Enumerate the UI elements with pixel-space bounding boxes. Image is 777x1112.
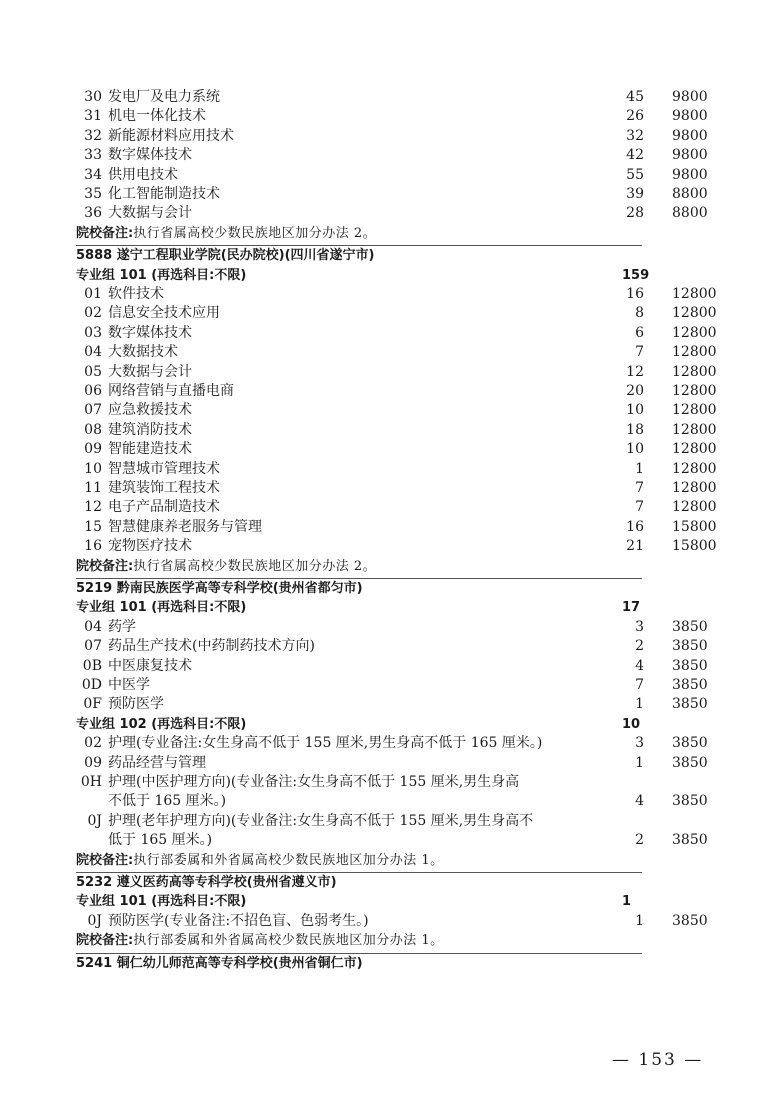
tuition-fee: 12800	[672, 480, 717, 496]
major-code: 0D	[81, 677, 102, 693]
tuition-fee: 3850	[672, 793, 708, 810]
enrollment-count: 39	[626, 186, 644, 202]
tuition-fee: 12800	[672, 441, 717, 458]
major-group-label: 专业组 102 (再选科目:不限)	[76, 716, 247, 732]
table-row-continuation	[0, 792, 777, 811]
enrollment-count: 10	[626, 402, 644, 419]
table-row-continuation	[0, 831, 777, 850]
major-name: 智慧健康养老服务与管理	[108, 518, 262, 535]
enrollment-count: 8	[635, 305, 644, 322]
enrollment-count: 7	[635, 677, 644, 693]
school-remark-line	[76, 931, 444, 950]
table-row	[0, 285, 777, 304]
table-row	[0, 637, 777, 656]
major-code: 05	[84, 363, 102, 380]
major-name: 中医学	[108, 677, 150, 693]
major-code: 08	[84, 421, 102, 438]
major-code: 09	[84, 754, 102, 771]
enrollment-count: 28	[626, 205, 644, 222]
major-name: 药品经营与管理	[108, 754, 206, 771]
major-code: 15	[84, 518, 102, 535]
major-code: 07	[84, 402, 102, 419]
major-code: 03	[84, 324, 102, 341]
remark-label: 院校备注:	[76, 558, 134, 574]
table-row	[0, 618, 777, 637]
table-row	[0, 695, 777, 714]
table-row	[0, 363, 777, 382]
table-row	[0, 127, 777, 146]
major-code: 09	[84, 441, 102, 458]
school-name: 5888 遂宁工程职业学院(民办院校)(四川省遂宁市)	[76, 248, 375, 264]
major-name: 中医康复技术	[108, 657, 192, 674]
school-header	[0, 246, 777, 265]
tuition-fee: 3850	[672, 618, 708, 635]
major-code: 02	[84, 305, 102, 322]
enrollment-count: 1	[635, 696, 644, 713]
major-name: 发电厂及电力系统	[108, 89, 220, 105]
table-row	[0, 185, 777, 204]
major-name: 护理(老年护理方向)(专业备注:女生身高不低于 155 厘米,男生身高不	[108, 812, 534, 829]
major-name: 电子产品制造技术	[108, 499, 220, 516]
enrollment-count: 26	[626, 108, 644, 125]
major-name: 宠物医疗技术	[108, 538, 192, 555]
major-name: 药学	[108, 618, 136, 635]
table-row	[0, 421, 777, 440]
school-remark-line	[76, 851, 444, 870]
school-header	[0, 873, 777, 892]
major-name: 预防医学(专业备注:不招色盲、色弱考生。)	[108, 912, 369, 929]
tuition-fee: 9800	[672, 127, 708, 144]
tuition-fee: 15800	[672, 538, 717, 555]
table-row	[0, 88, 777, 107]
enrollment-count: 55	[626, 166, 644, 183]
remark-label: 院校备注:	[76, 225, 134, 241]
table-row	[0, 401, 777, 420]
major-group-total: 159	[622, 267, 650, 283]
major-code: 12	[84, 499, 102, 516]
table-row	[0, 304, 777, 323]
major-group-label: 专业组 101 (再选科目:不限)	[76, 600, 247, 616]
major-name: 智慧城市管理技术	[108, 460, 220, 477]
major-group-total: 17	[622, 600, 641, 616]
major-name: 大数据技术	[108, 344, 178, 361]
major-name: 机电一体化技术	[108, 108, 206, 125]
enrollment-count: 32	[626, 127, 644, 144]
table-row	[0, 754, 777, 773]
table-row	[0, 382, 777, 401]
enrollment-count: 7	[635, 344, 644, 361]
enrollment-count: 21	[626, 538, 644, 555]
major-group-label: 专业组 101 (再选科目:不限)	[76, 894, 247, 910]
enrollment-count: 16	[626, 286, 644, 302]
tuition-fee: 9800	[672, 89, 708, 105]
tuition-fee: 12800	[672, 286, 717, 302]
major-group-label: 专业组 101 (再选科目:不限)	[76, 267, 247, 283]
major-name: 供用电技术	[108, 166, 178, 183]
tuition-fee: 12800	[672, 402, 717, 419]
major-code: 01	[84, 286, 102, 302]
major-code: 31	[84, 108, 102, 125]
enrollment-count: 3	[635, 735, 644, 752]
table-row	[0, 460, 777, 479]
major-name: 信息安全技术应用	[108, 305, 220, 322]
enrollment-count: 1	[635, 912, 644, 929]
school-remark	[0, 557, 777, 576]
major-name: 护理(中医护理方向)(专业备注:女生身高不低于 155 厘米,男生身高	[108, 774, 520, 790]
enrollment-count: 18	[626, 421, 644, 438]
school-header	[0, 954, 777, 973]
major-code: 0F	[83, 696, 102, 713]
major-code: 0J	[87, 812, 102, 829]
tuition-fee: 12800	[672, 460, 717, 477]
enrollment-count: 2	[635, 832, 644, 849]
major-name-continued: 低于 165 厘米。)	[108, 832, 213, 849]
major-group-header	[0, 892, 777, 911]
tuition-fee: 12800	[672, 305, 717, 322]
enrollment-count: 4	[635, 793, 644, 810]
school-name: 5232 遵义医药高等专科学校(贵州省遵义市)	[76, 875, 337, 890]
major-name: 智能建造技术	[108, 441, 192, 458]
major-group-header	[0, 266, 777, 285]
major-name: 数字媒体技术	[108, 147, 192, 164]
enrollment-count: 4	[635, 657, 644, 674]
enrollment-count: 1	[635, 460, 644, 477]
table-row	[0, 440, 777, 459]
school-remark-line	[76, 224, 376, 243]
enrollment-count: 2	[635, 638, 644, 655]
major-code: 0J	[87, 912, 102, 929]
enrollment-count: 20	[626, 383, 644, 399]
remark-text: 执行省属高校少数民族地区加分办法 2。	[133, 558, 377, 574]
school-header	[0, 579, 777, 598]
enrollment-count: 7	[635, 499, 644, 516]
table-row	[0, 676, 777, 695]
major-code: 07	[84, 638, 102, 655]
major-code: 0B	[82, 657, 102, 674]
tuition-fee: 12800	[672, 363, 717, 380]
major-name: 药品生产技术(中药制药技术方向)	[108, 638, 315, 655]
school-remark	[0, 851, 777, 870]
table-row	[0, 146, 777, 165]
remark-text: 执行部委属和外省属高校少数民族地区加分办法 1。	[133, 852, 444, 868]
tuition-fee: 3850	[672, 696, 708, 713]
tuition-fee: 12800	[672, 421, 717, 438]
major-group-header	[0, 715, 777, 734]
remark-label: 院校备注:	[76, 852, 134, 868]
remark-text: 执行省属高校少数民族地区加分办法 2。	[133, 225, 377, 241]
tuition-fee: 3850	[672, 754, 708, 771]
table-row	[0, 657, 777, 676]
tuition-fee: 3850	[672, 912, 708, 929]
table-row	[0, 518, 777, 537]
major-name: 新能源材料应用技术	[108, 127, 234, 144]
table-row	[0, 204, 777, 223]
major-name: 大数据与会计	[108, 205, 192, 222]
major-group-header	[0, 598, 777, 617]
page-number: — 153 —	[612, 1050, 704, 1070]
major-name: 软件技术	[108, 286, 164, 302]
major-name: 数字媒体技术	[108, 324, 192, 341]
table-row	[0, 812, 777, 831]
tuition-fee: 3850	[672, 832, 708, 849]
major-code: 0H	[80, 774, 102, 790]
major-group-total: 10	[622, 716, 641, 732]
major-code: 04	[84, 344, 102, 361]
remark-text: 执行部委属和外省属高校少数民族地区加分办法 1。	[133, 933, 444, 949]
tuition-fee: 12800	[672, 344, 717, 361]
major-code: 34	[84, 166, 102, 183]
tuition-fee: 9800	[672, 108, 708, 125]
major-code: 30	[84, 89, 102, 105]
tuition-fee: 8800	[672, 186, 708, 202]
table-row	[0, 343, 777, 362]
enrollment-count: 16	[626, 518, 644, 535]
major-name: 大数据与会计	[108, 363, 192, 380]
enrollment-count: 3	[635, 618, 644, 635]
major-name: 网络营销与直播电商	[108, 383, 234, 399]
tuition-fee: 3850	[672, 657, 708, 674]
major-code: 06	[84, 383, 102, 399]
enrollment-count: 10	[626, 441, 644, 458]
major-code: 04	[84, 618, 102, 635]
tuition-fee: 8800	[672, 205, 708, 222]
table-row	[0, 107, 777, 126]
major-code: 33	[84, 147, 102, 164]
table-row	[0, 773, 777, 792]
school-name: 5241 铜仁幼儿师范高等专科学校(贵州省铜仁市)	[76, 955, 363, 971]
enrollment-count: 1	[635, 754, 644, 771]
major-code: 35	[84, 186, 102, 202]
tuition-fee: 9800	[672, 166, 708, 183]
major-name: 建筑装饰工程技术	[108, 480, 220, 496]
major-code: 11	[84, 480, 102, 496]
tuition-fee: 3850	[672, 638, 708, 655]
table-row	[0, 166, 777, 185]
enrollment-count: 6	[635, 324, 644, 341]
table-row	[0, 479, 777, 498]
major-code: 10	[84, 460, 102, 477]
major-name: 预防医学	[108, 696, 164, 713]
remark-label: 院校备注:	[76, 933, 134, 949]
major-name: 护理(专业备注:女生身高不低于 155 厘米,男生身高不低于 165 厘米。)	[108, 735, 543, 752]
major-code: 36	[84, 205, 102, 222]
major-name: 化工智能制造技术	[108, 186, 220, 202]
major-code: 16	[84, 538, 102, 555]
tuition-fee: 3850	[672, 677, 708, 693]
tuition-fee: 9800	[672, 147, 708, 164]
school-name: 5219 黔南民族医学高等专科学校(贵州省都匀市)	[76, 581, 363, 596]
major-group-total: 1	[622, 894, 632, 910]
table-row	[0, 734, 777, 753]
table-row	[0, 324, 777, 343]
school-remark	[0, 224, 777, 243]
tuition-fee: 12800	[672, 324, 717, 341]
major-name: 建筑消防技术	[108, 421, 192, 438]
enrollment-count: 7	[635, 480, 644, 496]
major-name: 应急救援技术	[108, 402, 192, 419]
enrollment-count: 45	[626, 89, 644, 105]
tuition-fee: 15800	[672, 518, 717, 535]
major-code: 32	[84, 127, 102, 144]
school-remark	[0, 931, 777, 950]
tuition-fee: 3850	[672, 735, 708, 752]
tuition-fee: 12800	[672, 499, 717, 516]
enrollment-count: 42	[626, 147, 644, 164]
major-code: 02	[84, 735, 102, 752]
table-row	[0, 912, 777, 931]
major-name-continued: 不低于 165 厘米。)	[108, 793, 227, 810]
tuition-fee: 12800	[672, 383, 717, 399]
enrollment-count: 12	[626, 363, 644, 380]
table-row	[0, 537, 777, 556]
school-remark-line	[76, 557, 376, 576]
table-row	[0, 498, 777, 517]
